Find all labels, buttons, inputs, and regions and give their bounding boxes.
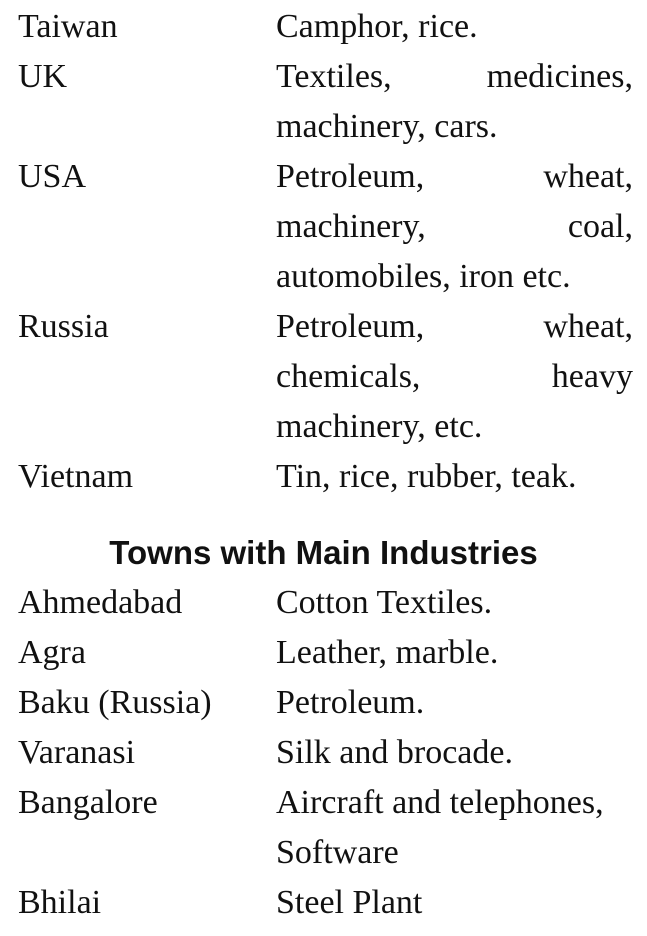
country-products (276, 302, 633, 452)
product-line: machinery, etc. (276, 408, 483, 445)
product-line: Petroleum, wheat, (276, 308, 633, 345)
industry-line: Leather, marble. (276, 634, 499, 671)
product-line: automobiles, iron etc. (276, 258, 571, 295)
industry-line: Cotton Textiles. (276, 584, 493, 621)
country-name: Russia (18, 308, 109, 345)
section-heading: Towns with Main Industries (109, 534, 538, 571)
country-name: UK (18, 58, 68, 95)
town-industries (276, 628, 633, 678)
industry-line: Steel Plant (276, 884, 423, 921)
town-industries (276, 778, 633, 878)
town-name: Baku (Russia) (18, 684, 212, 721)
town-industries (276, 728, 633, 778)
country-products (276, 2, 633, 52)
product-line: Camphor, rice. (276, 8, 478, 45)
town-industries (276, 578, 633, 628)
industry-line: Silk and brocade. (276, 734, 513, 771)
product-line: Petroleum, wheat, (276, 158, 633, 195)
country-name: USA (18, 158, 87, 195)
country-name: Vietnam (18, 458, 134, 495)
product-line: Textiles, medicines, (276, 58, 633, 95)
country-products (276, 152, 633, 302)
country-name: Taiwan (18, 8, 118, 45)
product-line: machinery, coal, (276, 208, 633, 245)
product-line: chemicals, heavy (276, 358, 633, 395)
town-name: Varanasi (18, 734, 136, 771)
industry-line: Software (276, 834, 399, 871)
town-industries (276, 878, 633, 928)
town-name: Agra (18, 634, 86, 671)
industry-line: Petroleum. (276, 684, 425, 721)
country-products (276, 52, 633, 152)
town-name: Ahmedabad (18, 584, 183, 621)
product-line: machinery, cars. (276, 108, 498, 145)
town-industries (276, 678, 633, 728)
country-products (276, 452, 633, 502)
town-name: Bhilai (18, 884, 102, 921)
industry-line: Aircraft and telephones, (276, 784, 604, 821)
product-line: Tin, rice, rubber, teak. (276, 458, 577, 495)
town-name: Bangalore (18, 784, 158, 821)
